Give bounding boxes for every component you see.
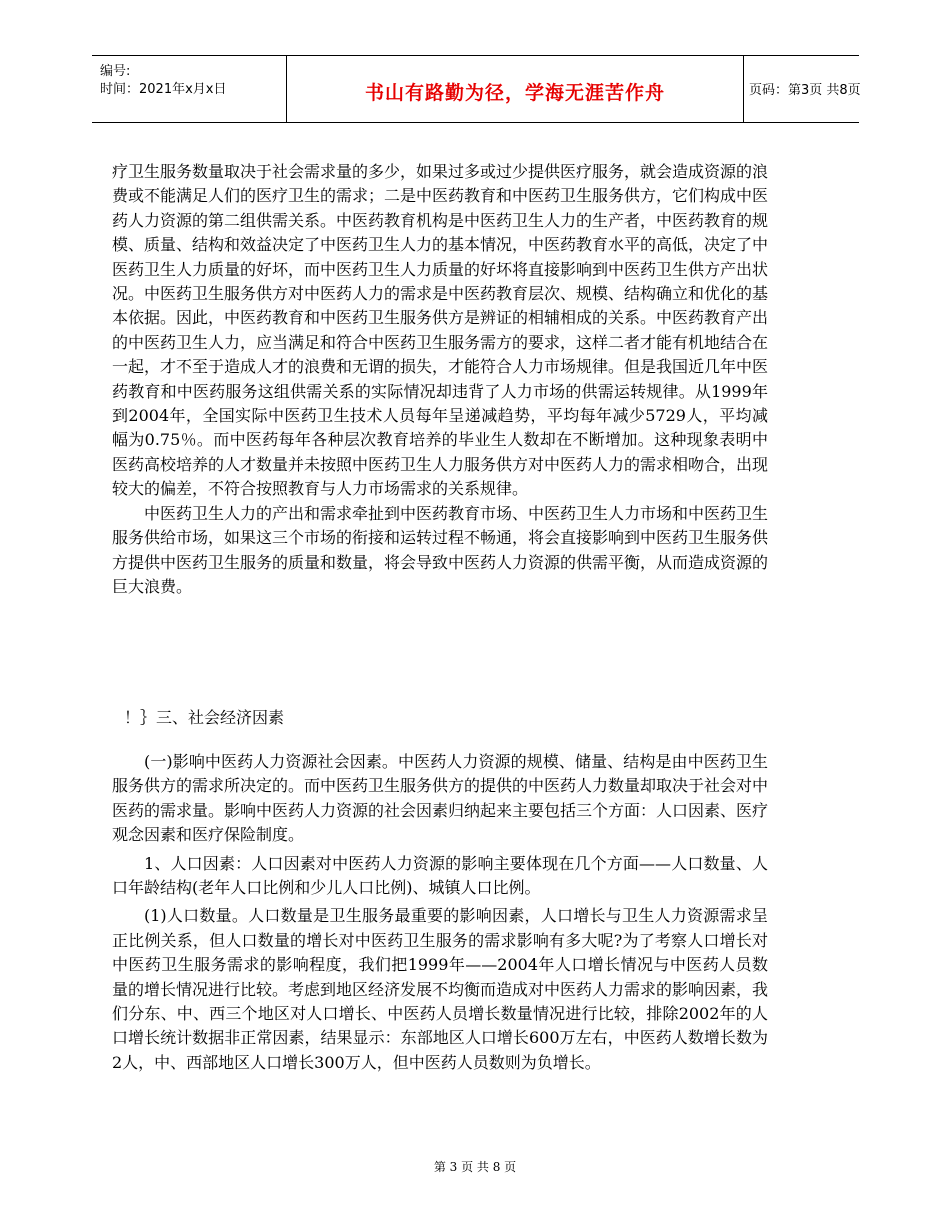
page-header — [92, 55, 859, 123]
paragraph-2: 中医药卫生人力的产出和需求牵扯到中医药教育市场、中医药卫生人力市场和中医药卫生服务供给市场，如果这三个市场的衔接和运转过程不畅通，将会直接影响到中医药卫生服务供方提供中医药卫生服务的质量和数量，将会导致中医药人力资源的供需平衡，从而造成资源的巨大浪费。 — [112, 503, 769, 596]
paragraph-5: (1)人口数量。人口数量是卫生服务最重要的影响因素，人口增长与卫生人力资源需求呈正比例关系，但人口数量的增长对中医药卫生服务的需求影响有多大呢?为了考察人口增长对中医药卫生服务需求的影响程度，我们把1999年——2004年人口增长情况与中医药人员数量的增长情况进行比较。考虑到地区经济发展不均衡而造成对中医药人力需求的影响因素，我们分东、中、西三个地区对人口增长、中医药人员增长数量情况进行比较，排除2002年的人口增长统计数据非正常因素，结果显示：东部地区人口增长600万左右，中医药人数增长数为2人，中、西部地区人口增长300万人，但中医药人员数则为负增长。 — [112, 906, 769, 1072]
section-heading: ！｝三、社会经济因素 — [124, 708, 285, 727]
paragraph-4: 1、人口因素：人口因素对中医药人力资源的影响主要体现在几个方面——人口数量、人口年龄结构(老年人口比例和少儿人口比例)、城镇人口比例。 — [112, 853, 768, 898]
paragraph-3: (一)影响中医药人力资源社会因素。中医药人力资源的规模、储量、结构是由中医药卫生服务供方的需求所决定的。而中医药卫生服务供方的提供的中医药人力数量却取决于社会对中医药的需求量。影响中医药人力资源的社会因素归纳起来主要包括三个方面：人口因素、医疗观念因素和医疗保险制度。 — [112, 752, 769, 845]
page-info: 页码：第3页 共8页 — [749, 83, 861, 98]
header-left-cell — [92, 56, 286, 122]
page-footer: 第 3 页 共 8 页 — [433, 1160, 517, 1174]
header-motto-cell — [286, 56, 744, 122]
body-section-2 — [112, 750, 768, 1075]
body-section-1 — [112, 160, 768, 599]
paragraph-1: 疗卫生服务数量取决于社会需求量的多少，如果过多或过少提供医疗服务，就会造成资源的浪费或不能满足人们的医疗卫生的需求；二是中医药教育和中医药卫生服务供方，它们构成中医药人力资源的第二组供需关系。中医药教育机构是中医药卫生人力的生产者，中医药教育的规模、质量、结构和效益决定了中医药卫生人力的基本情况，中医药教育水平的高低，决定了中医药卫生人力质量的好坏，而中医药卫生人力质量的好坏将直接影响到中医药卫生供方产出状况。中医药卫生服务供方对中医药人力的需求是中医药教育层次、规模、结构确立和优化的基本依据。因此，中医药教育和中医药卫生服务供方是辨证的相辅相成的关系。中医药教育产出的中医药卫生人力，应当满足和符合中医药卫生服务需方的要求，这样二者才能有机地结合在一起，才不至于造成人才的浪费和无谓的损失，才能符合人力市场规律。但是我国近几年中医药教育和中医药服务这组供需关系的实际情况却违背了人力市场的供需运转规律。从1999年到2004年，全国实际中医药卫生技术人员每年呈递减趋势，平均每年减少5729人，平均减幅为0.75％。而中医药每年各种层次教育培养的毕业生人数却在不断增加。这种现象表明中医药高校培养的人才数量并未按照中医药卫生人力服务供方对中医药人力的需求相吻合，出现较大的偏差，不符合按照教育与人力市场需求的关系规律。 — [112, 162, 769, 499]
time-label: 时间：2021年x月x日 — [100, 82, 227, 97]
motto: 书山有路勤为径，学海无涯苦作舟 — [364, 82, 665, 104]
code-label: 编号: — [100, 64, 131, 79]
header-right-cell — [743, 56, 859, 122]
